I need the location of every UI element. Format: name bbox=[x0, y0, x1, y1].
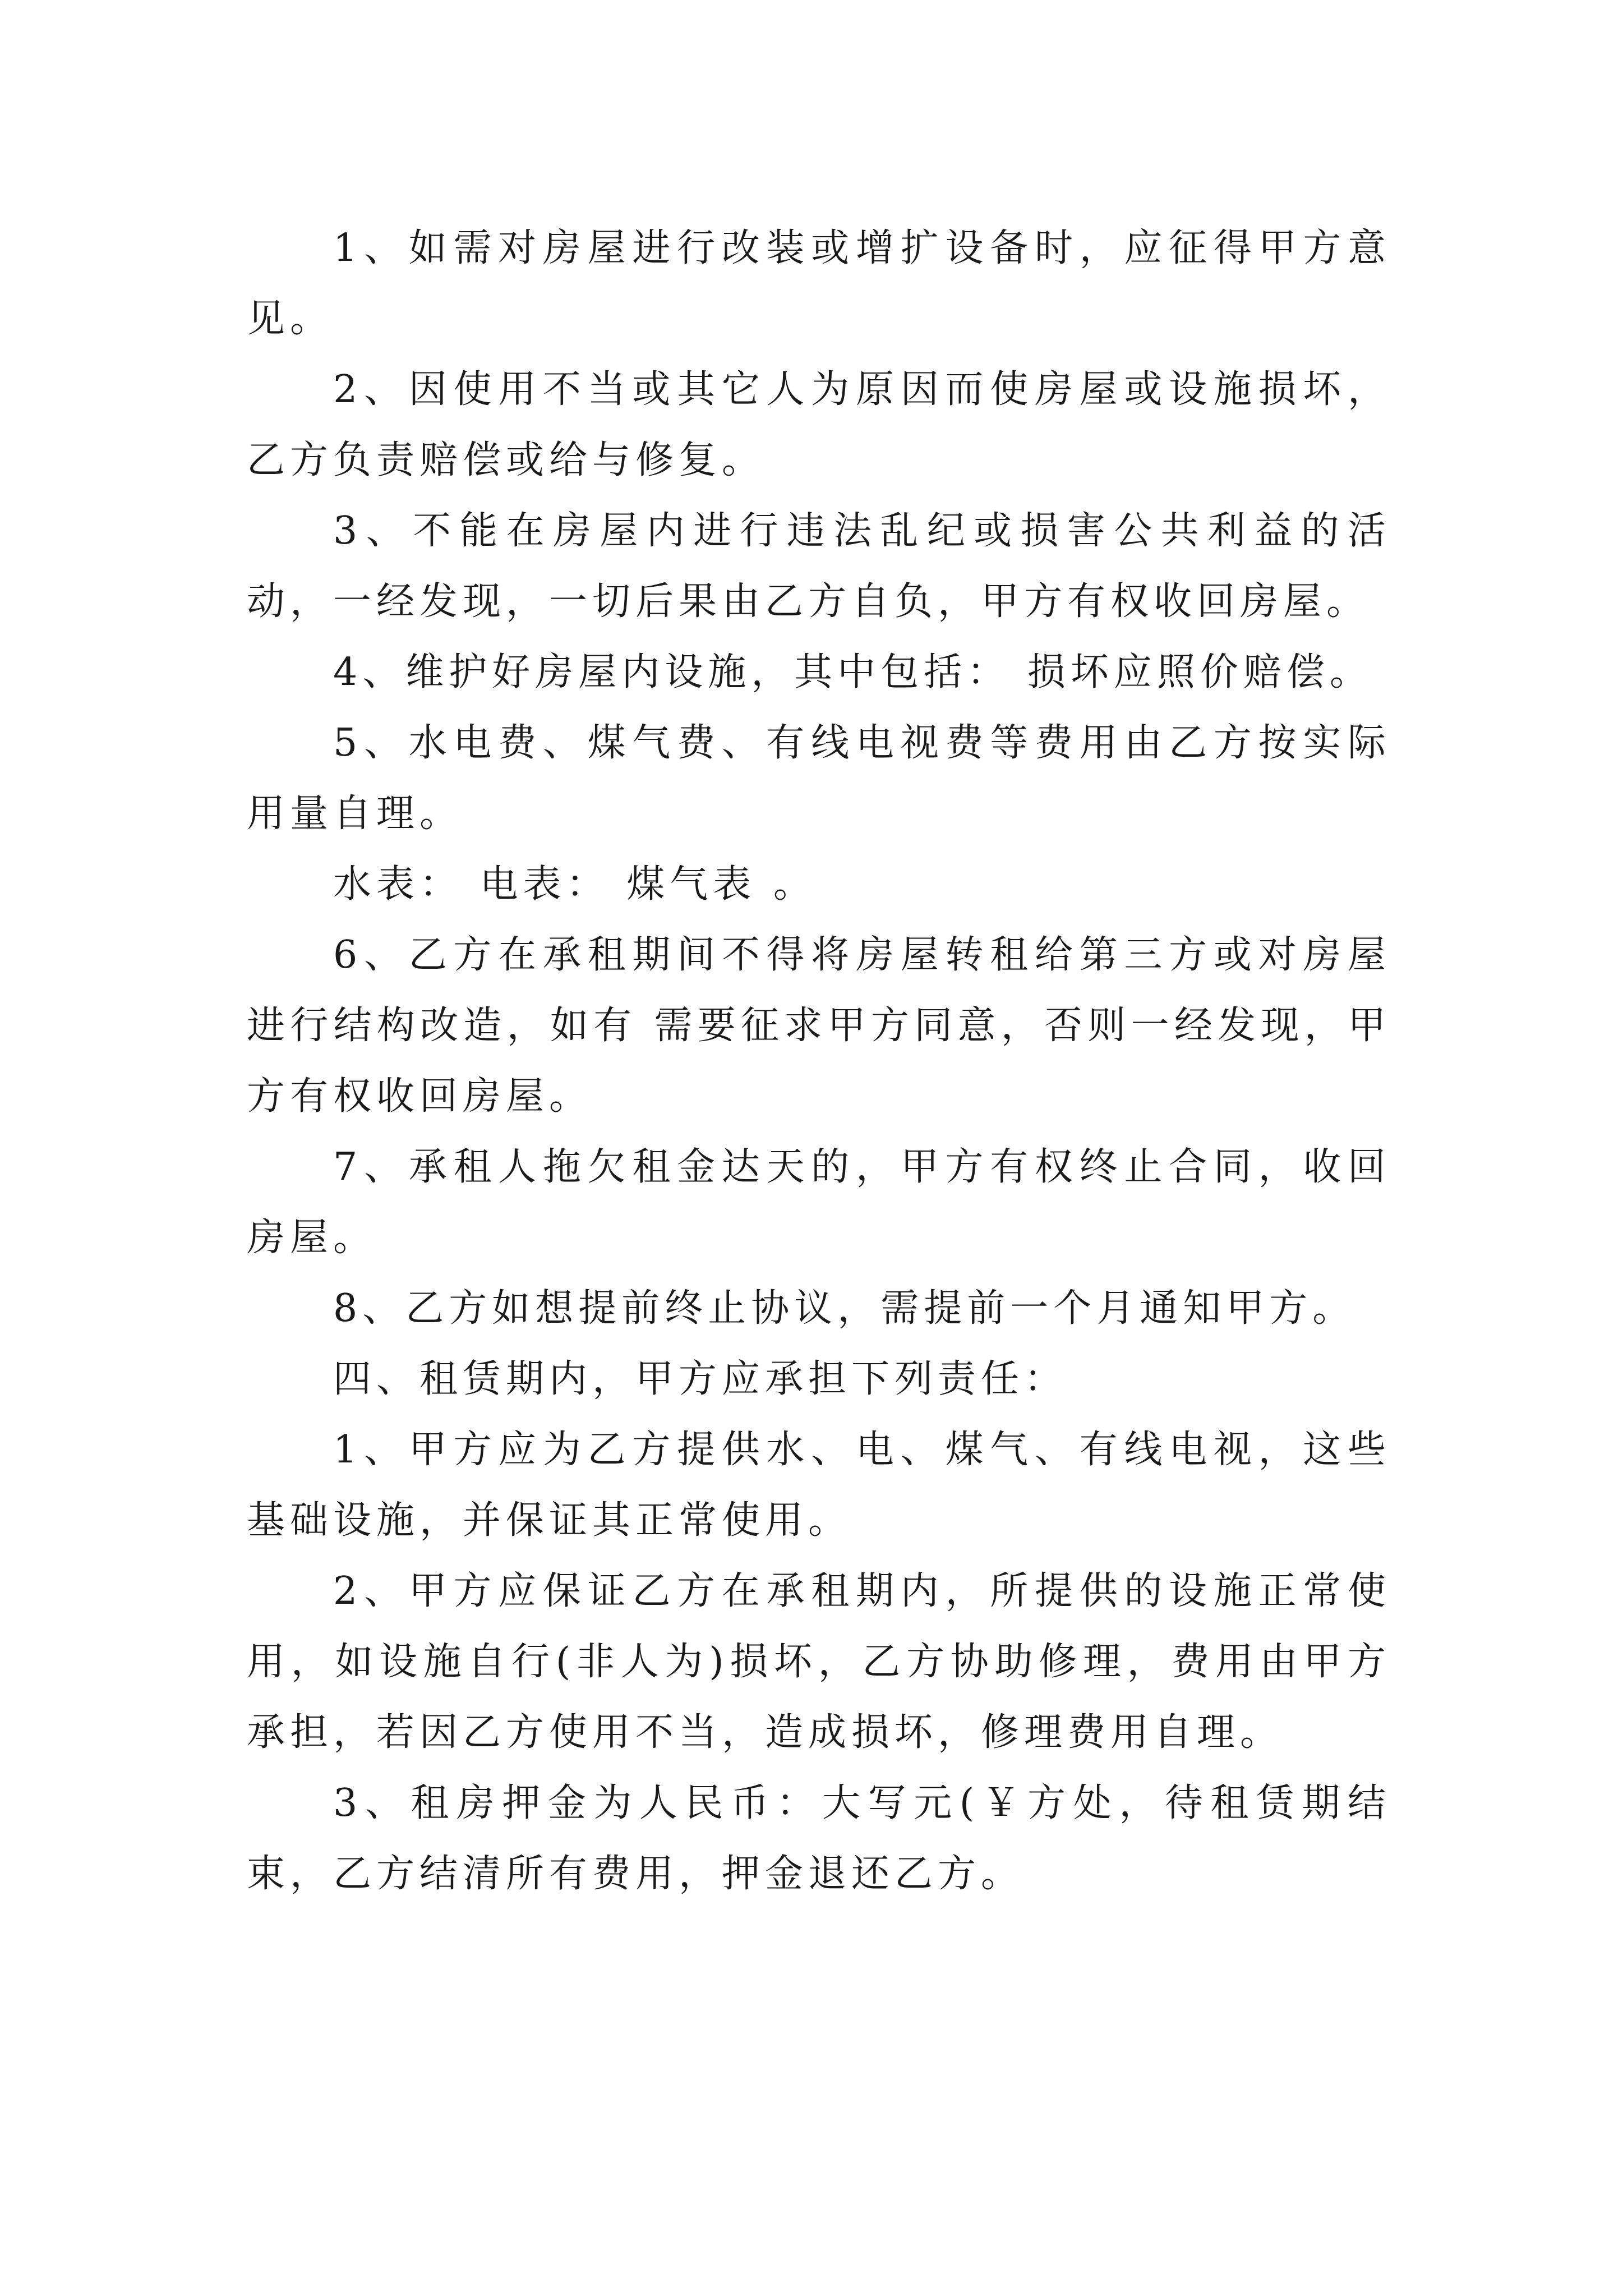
clause-4-maintenance: 4、维护好房屋内设施，其中包括： 损坏应照价赔偿。 bbox=[333, 650, 1373, 694]
section-4-heading: 四、租赁期内，甲方应承担下列责任： bbox=[333, 1357, 1068, 1401]
clause-5-utilities: 5、水电费、煤气费、有线电视费等费用由乙方按实际用量自理。 bbox=[247, 721, 1391, 836]
clause-6-sublet: 6、乙方在承租期间不得将房屋转租给第三方或对房屋进行结构改造，如有 需要征求甲方同意，否则一经发现，甲方有权收回房屋。 bbox=[247, 933, 1391, 1119]
meter-readings: 水表： 电表： 煤气表 。 bbox=[333, 862, 817, 907]
clause-8-termination: 8、乙方如想提前终止协议，需提前一个月通知甲方。 bbox=[333, 1286, 1356, 1331]
landlord-clause-2: 2、甲方应保证乙方在承租期内，所提供的设施正常使用，如设施自行(非人为)损坏，乙方协助修理，费用由甲方承担，若因乙方使用不当，造成损坏，修理费用自理。 bbox=[247, 1569, 1391, 1755]
clause-2-damage: 2、因使用不当或其它人为原因而使房屋或设施损坏，乙方负责赔偿或给与修复。 bbox=[247, 367, 1391, 482]
clause-3-illegal-activity: 3、不能在房屋内进行违法乱纪或损害公共利益的活动，一经发现，一切后果由乙方自负，甲方有权收回房屋。 bbox=[247, 509, 1391, 624]
clause-1-renovation: 1、如需对房屋进行改装或增扩设备时，应征得甲方意见。 bbox=[247, 226, 1391, 341]
landlord-clause-1: 1、甲方应为乙方提供水、电、煤气、有线电视，这些基础设施，并保证其正常使用。 bbox=[247, 1428, 1391, 1543]
clause-7-arrears: 7、承租人拖欠租金达天的，甲方有权终止合同，收回房屋。 bbox=[247, 1145, 1391, 1260]
landlord-clause-3-deposit: 3、租房押金为人民币：大写元(￥方处，待租赁期结束，乙方结清所有费用，押金退还乙方。 bbox=[247, 1781, 1391, 1896]
document-body bbox=[247, 213, 1391, 1910]
